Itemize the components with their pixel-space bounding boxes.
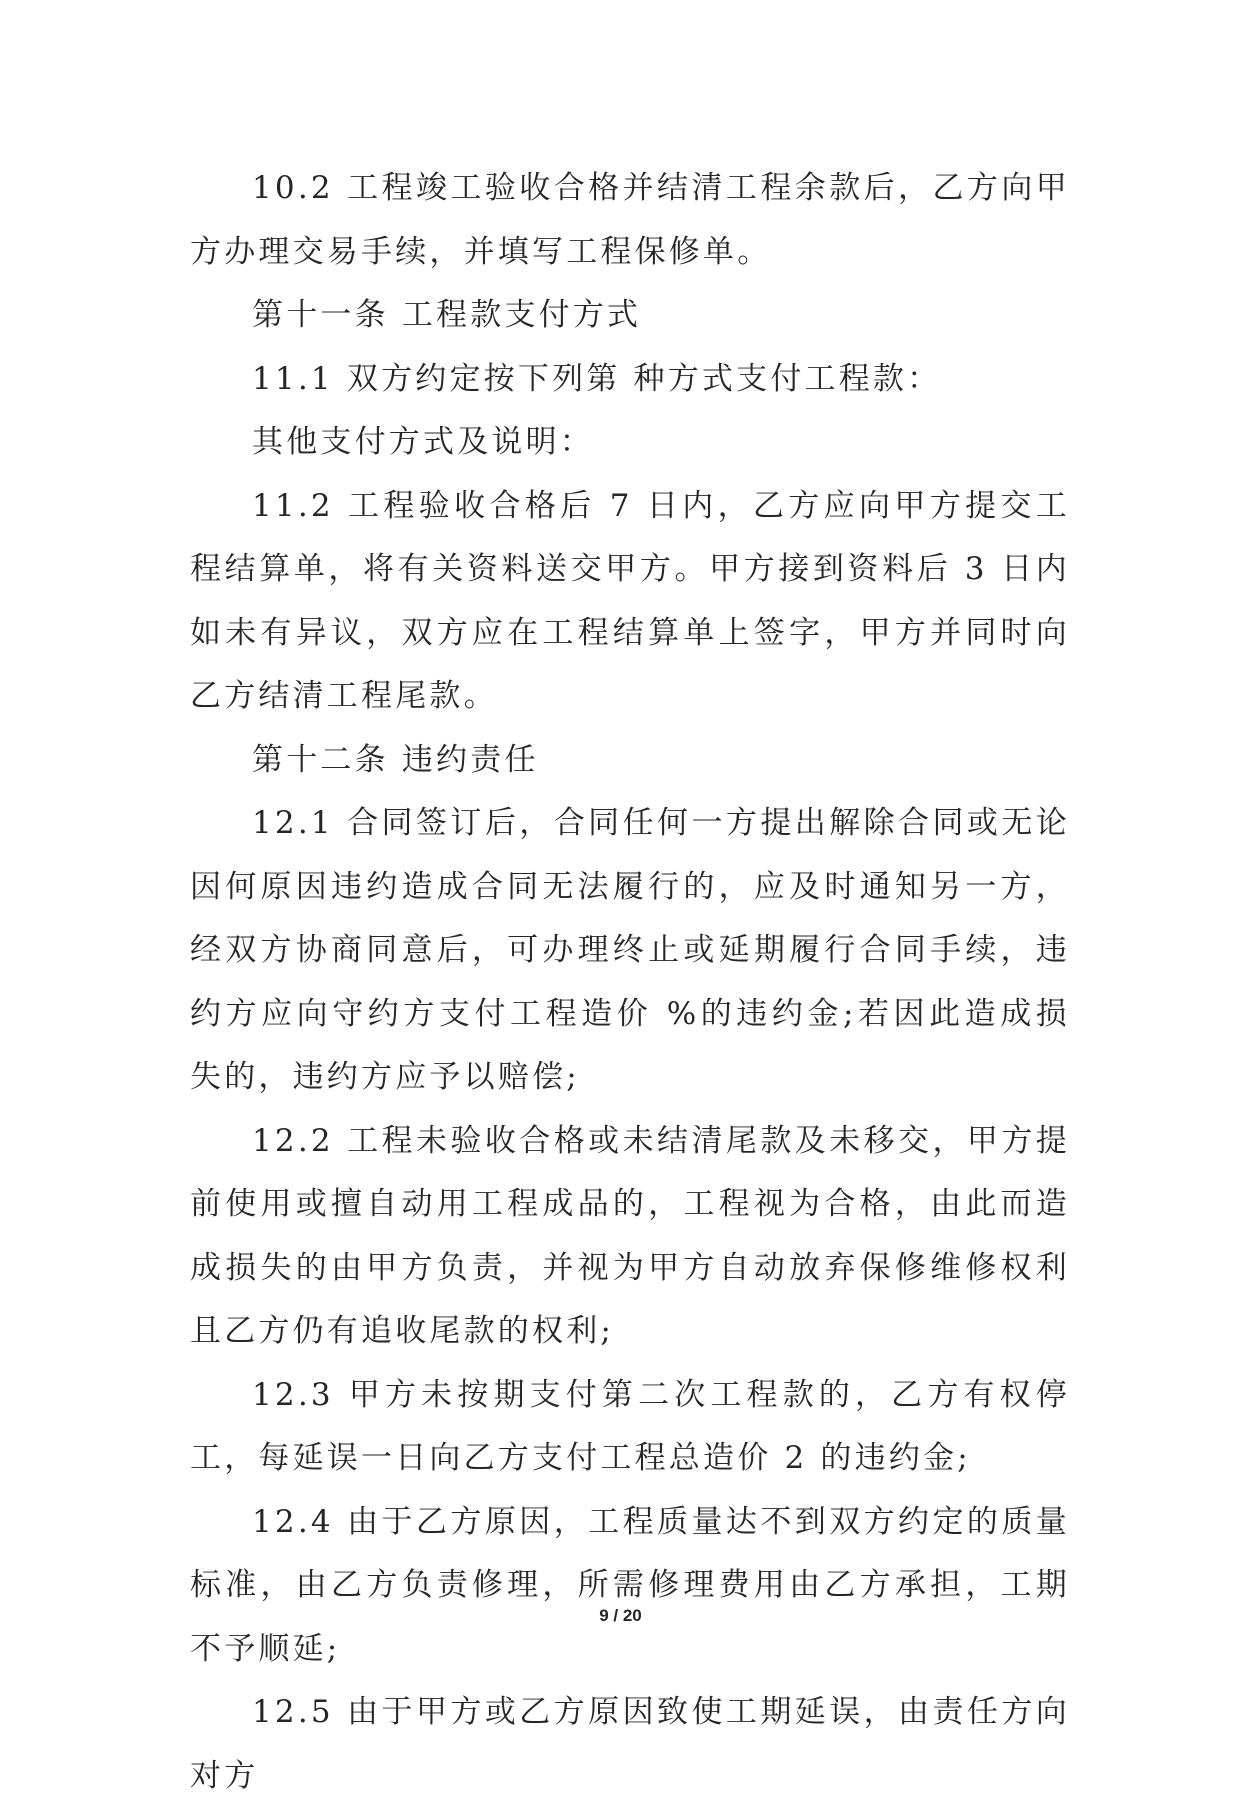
document-body [190, 157, 1070, 1808]
heading-article-12: 第十二条 违约责任 [252, 741, 539, 778]
paragraph-other-payment: 其他支付方式及说明： [252, 424, 594, 460]
paragraph-11-1: 11.1 双方约定按下列第 种方式支付工程款： [252, 360, 942, 397]
paragraph-12-4: 12.4 由于乙方原因，工程质量达不到双方约定的质量标准，由乙方负责修理，所需修理费用由乙方承担，工期不予顺延; [190, 1503, 1070, 1667]
heading-article-11: 第十一条 工程款支付方式 [252, 297, 642, 333]
paragraph-12-3: 12.3 甲方未按期支付第二次工程款的，乙方有权停工，每延误一日向乙方支付工程总造价 2 的违约金; [190, 1376, 1070, 1476]
paragraph-12-1: 12.1 合同签订后，合同任何一方提出解除合同或无论因何原因违约造成合同无法履行的，应及时通知另一方，经双方协商同意后，可办理终止或延期履行合同手续，违约方应向守约方支付工程造价 %的违约金;若因此造成损失的，违约方应予以赔偿; [190, 805, 1070, 1095]
paragraph-12-2: 12.2 工程未验收合格或未结清尾款及未移交，甲方提前使用或擅自动用工程成品的，工程视为合格，由此而造成损失的由甲方负责，并视为甲方自动放弃保修维修权利且乙方仍有追收尾款的权利; [190, 1122, 1070, 1349]
page-number: 9 / 20 [599, 1606, 642, 1625]
paragraph-12-5: 12.5 由于甲方或乙方原因致使工期延误，由责任方向对方 [190, 1694, 1070, 1794]
paragraph-10-2: 10.2 工程竣工验收合格并结清工程余款后，乙方向甲方办理交易手续，并填写工程保修单。 [190, 170, 1070, 270]
paragraph-11-2: 11.2 工程验收合格后 7 日内，乙方应向甲方提交工程结算单，将有关资料送交甲方。甲方接到资料后 3 日内如未有异议，双方应在工程结算单上签字，甲方并同时向乙方结清工程尾款。 [190, 487, 1070, 714]
